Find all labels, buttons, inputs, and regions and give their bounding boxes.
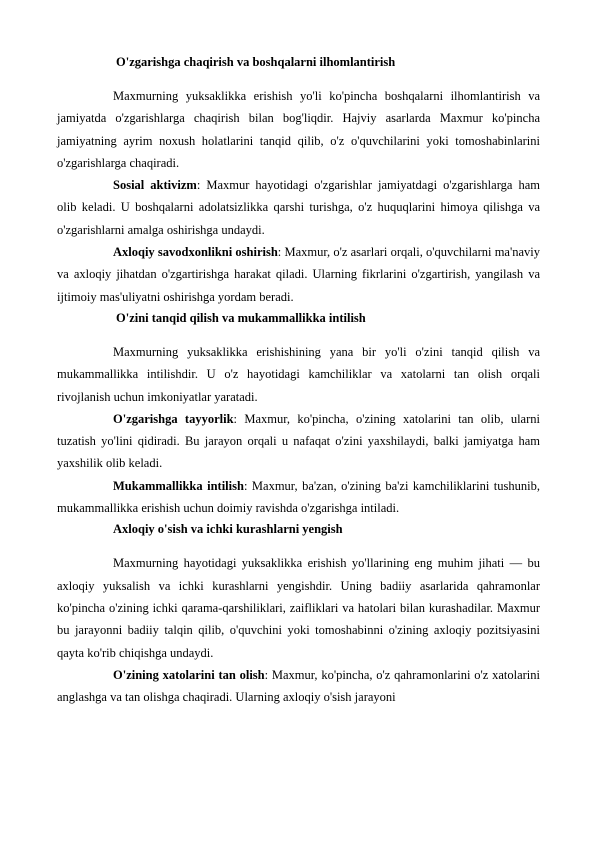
term-text: : Maxmur, o'z asarlari orqali, o'quvchilarni ma'naviy va axloqiy jihatdan o'zgartirishga harakat qiladi. Ularning fikrlarini o'zgartirish, yangilash va ijtimoiy mas'uliyatni oshirishga yordam beradi. [57, 245, 540, 304]
term-text: : Maxmur hayotidagi o'zgarishlar jamiyatdagi o'zgarishlarga ham olib keladi. U boshqalarni adolatsizlikka qarshi turishga, o'z huquqlarini himoya qilishga va o'zgarishlarni amalga oshirishga undaydi. [57, 178, 540, 237]
list-item [57, 174, 540, 241]
list-item [57, 241, 540, 308]
term: Axloqiy savodxonlikni oshirish [113, 245, 278, 260]
list-item [57, 664, 540, 709]
term-text: : Maxmur, ko'pincha, o'z qahramonlarini o'z xatolarini anglashga va tan olishga chaqiradi. Ularning axloqiy o'sish jarayoni [57, 667, 540, 705]
term: Sosial aktivizm [113, 178, 197, 193]
term: O'zining xatolarini tan olish [113, 667, 265, 682]
term-text: : Maxmur, ba'zan, o'zining ba'zi kamchiliklarini tushunib, mukammallikka erishish uchun doimiy ravishda o'zgarishga intiladi. [57, 478, 540, 516]
section-heading: O'zgarishga chaqirish va boshqalarni ilhomlantirish [116, 55, 396, 69]
section-heading: Axloqiy o'sish va ichki kurashlarni yengish [113, 522, 343, 537]
list-item [57, 408, 540, 475]
section-body [57, 341, 540, 519]
paragraph: Maxmurning yuksaklikka erishishining yana bir yo'li o'zini tanqid qilish va mukammallikka intilishdir. U o'z hayotidagi kamchiliklar va xatolarni tan olish orqali rivojlanish uchun imkoniyatlar yaratadi. [57, 344, 540, 404]
paragraph: Maxmurning hayotidagi yuksaklikka erishish yo'llarining eng muhim jihati — bu axloqiy yuksalish va ichki kurashlarni yengishdir. Uning badiiy asarlarida qahramonlar ko'pincha o'zining ichki qarama-qarshiliklari, zaifliklari va hatolari bilan kurashadilar. Maxmur bu jarayonni badiiy talqin qilib, o'quvchini yoki tomoshabinni o'zining axloqiy pozitsiyasini qayta ko'rib chiqishga undaydi. [57, 556, 540, 660]
term: Mukammallikka intilish [113, 478, 244, 493]
paragraph: Maxmurning yuksaklikka erishish yo'li ko'pincha boshqalarni ilhomlantirish va jamiyatda o'zgarishlarga chaqirish bilan bog'liqdir. Hajviy asarlarda Maxmur ko'pincha jamiyatning ayrim noxush holatlarini tanqid qilib, o'z o'quvchilarini yoki tomoshabinlarini o'zgarishlarga chaqiradi. [57, 89, 540, 170]
list-item [57, 475, 540, 520]
term-text: : Maxmur, ko'pincha, o'zining xatolarini tan olib, ularni tuzatish yo'lini qidiradi. Bu jarayon orqali u nafaqat o'zini yaxshilaydi, balki jamiyatga ham yaxshilik olib keladi. [57, 411, 540, 471]
section-heading: O'zini tanqid qilish va mukammallikka intilish [116, 310, 366, 325]
term: O'zgarishga tayyorlik [113, 411, 234, 426]
section-body [57, 85, 540, 308]
section-body [57, 552, 540, 708]
